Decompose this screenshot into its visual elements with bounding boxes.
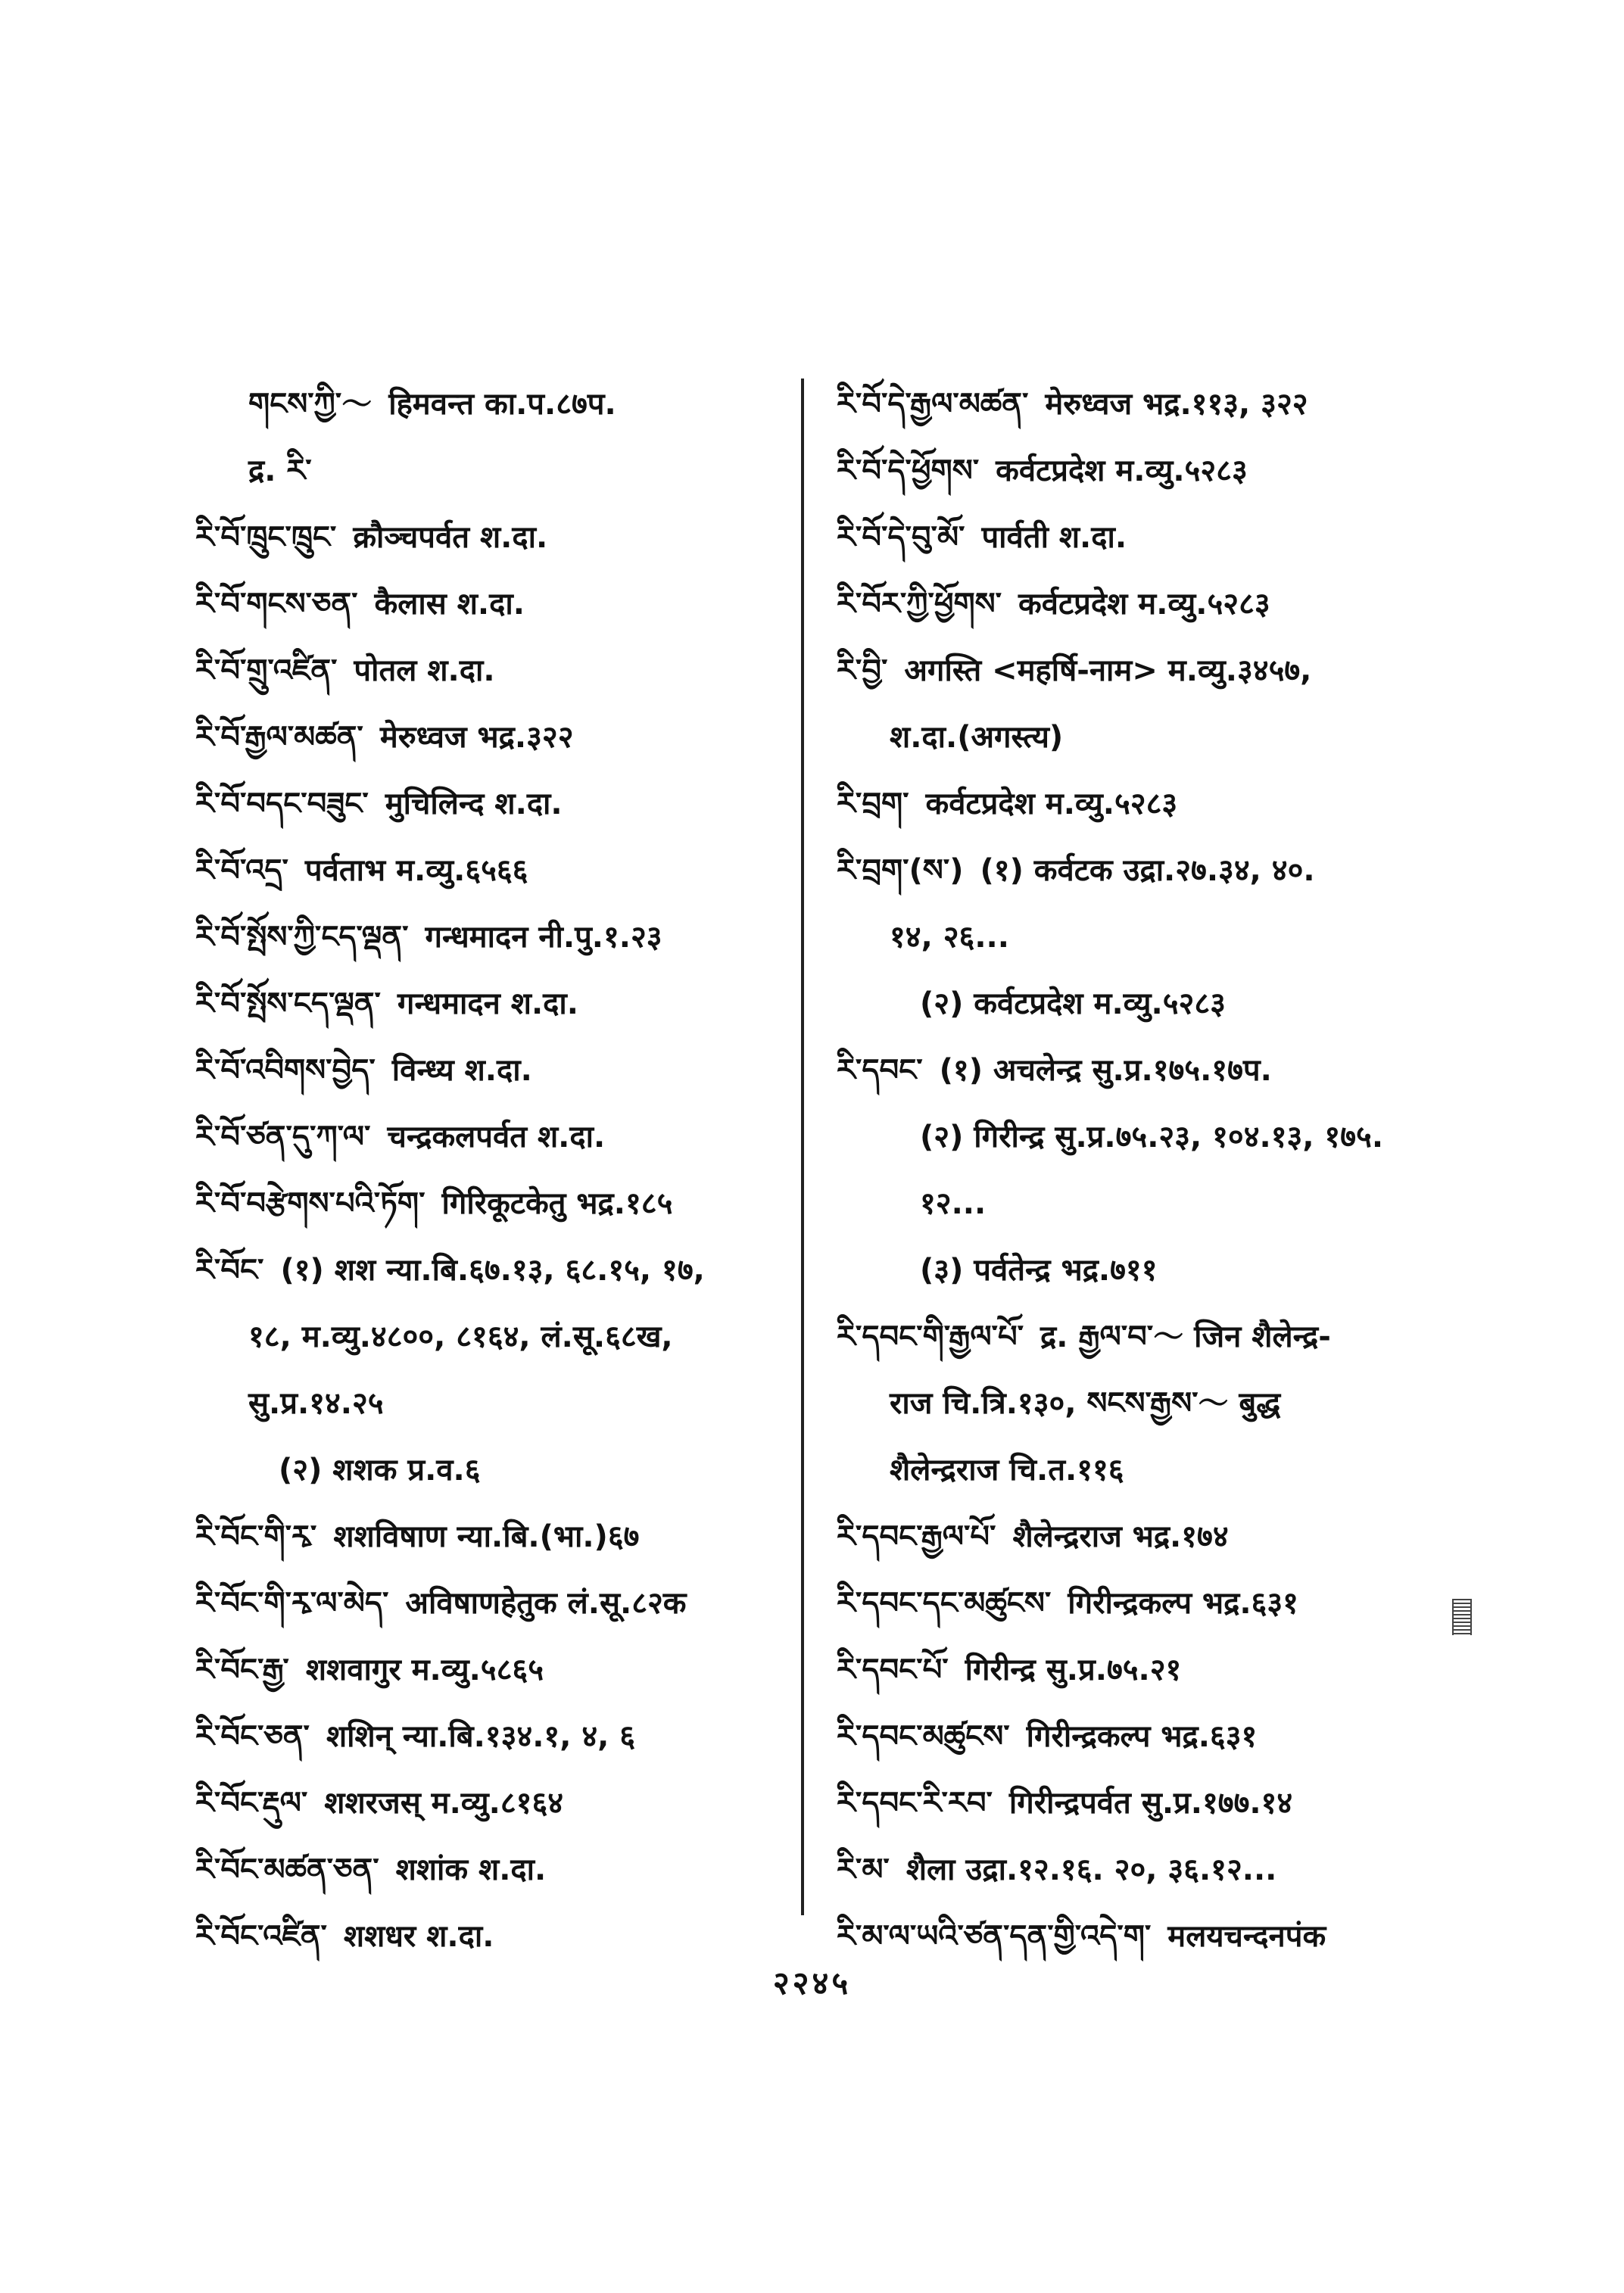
sanskrit-definition: क्रौञ्चपर्वत श.दा. <box>353 520 548 555</box>
dictionary-entry-line <box>195 1237 786 1304</box>
tibetan-headword: རི་དབང་རི་རབ་ <box>837 1786 993 1821</box>
sanskrit-definition: १४, २६... <box>890 920 1009 955</box>
sanskrit-definition: (१) अचलेन्द्र सु.प्र.१७५.१७प. <box>939 1053 1272 1088</box>
sanskrit-definition: शशरजस् म.व्यु.८१६४ <box>324 1786 564 1821</box>
dictionary-entry-line <box>195 1370 786 1437</box>
sanskrit-definition: राज चि.त्रि.१३०, སངས་རྒྱས་～ बुद्ध <box>890 1386 1281 1421</box>
dictionary-entry-line <box>837 771 1442 837</box>
dictionary-entry-line <box>837 1503 1442 1570</box>
tibetan-headword: རི་བོང་གི་རྭ་ <box>195 1519 317 1554</box>
dictionary-entry-line <box>195 704 786 771</box>
tibetan-headword: རི་བོང་ཅན་ <box>195 1719 310 1754</box>
sanskrit-definition: (२) गिरीन्द्र सु.प्र.७५.२३, १०४.१३, १७५. <box>920 1120 1384 1154</box>
dictionary-entry-line <box>195 1770 786 1837</box>
sanskrit-definition: (१) शश न्या.बि.६७.१३, ६८.१५, १७, <box>280 1253 705 1288</box>
sanskrit-definition: चन्द्रकलपर्वत श.दा. <box>387 1120 606 1154</box>
sanskrit-definition: (२) शशक प्र.व.६ <box>279 1453 481 1488</box>
tibetan-headword: རི་བོ་ཙན་དུ་ཀ་ལ་ <box>195 1120 371 1154</box>
sanskrit-definition: गिरिकूटकेतु भद्र.१८५ <box>441 1186 673 1221</box>
sanskrit-definition: (१) कर्वटक उद्रा.२७.३४, ४०. <box>980 853 1315 888</box>
tibetan-headword: རི་བོང་གི་རྭ་ལ་མེད་ <box>195 1586 389 1621</box>
sanskrit-definition: शशांक श.दा. <box>395 1852 547 1887</box>
dictionary-entry-line <box>195 504 786 571</box>
tibetan-headword: རི་དབང་པོ་ <box>837 1653 949 1687</box>
sanskrit-definition: पर्वताभ म.व्यु.६५६६ <box>304 853 528 888</box>
sanskrit-definition: गन्धमादन नी.पु.१.२३ <box>425 920 662 955</box>
sanskrit-definition: हिमवन्त का.प.८७प. <box>388 387 616 422</box>
sanskrit-definition: श.दा.(अगस्त्य) <box>890 720 1064 755</box>
sanskrit-definition: गिरीन्द्र सु.प्र.७५.२१ <box>965 1653 1182 1687</box>
dictionary-entry-line <box>195 1903 786 1970</box>
dictionary-entry-line <box>837 1637 1442 1703</box>
tibetan-headword: རི་བོང་རྒྱ་ <box>195 1653 289 1687</box>
dictionary-entry-line <box>837 1104 1442 1170</box>
tibetan-headword: རི་དབང་ <box>837 1053 923 1088</box>
tibetan-headword: རི་བོ་རྒྱལ་མཚན་ <box>195 720 363 755</box>
dictionary-entry-line <box>837 637 1442 704</box>
dictionary-entry-line <box>837 1903 1442 1970</box>
sanskrit-definition: अगस्ति <महर्षि-नाम> म.व्यु.३४५७, <box>904 653 1312 688</box>
dictionary-entry-line <box>837 1570 1442 1637</box>
tibetan-headword: གངས་ཀྱི་～ <box>248 387 372 422</box>
tibetan-headword: རི་བོང་རྡུལ་ <box>195 1786 308 1821</box>
sanskrit-definition: शशवागुर म.व्यु.५८६५ <box>305 1653 544 1687</box>
tibetan-headword: རི་བོ་གྲུ་འཛིན་ <box>195 653 338 688</box>
tibetan-headword: རི་བོ་བདང་བཟུང་ <box>195 787 369 821</box>
tibetan-headword: རི་བོ་འབིགས་བྱེད་ <box>195 1053 376 1088</box>
column-divider <box>801 379 804 1915</box>
dictionary-entry-line <box>195 837 786 904</box>
dictionary-entry-line <box>195 1170 786 1237</box>
sanskrit-definition: पोतल श.दा. <box>354 653 495 688</box>
tibetan-headword: རི་དབང་མཚུངས་ <box>837 1719 1010 1754</box>
dictionary-entry-line <box>837 1304 1442 1370</box>
dictionary-entry-line <box>837 704 1442 771</box>
sanskrit-definition: द्र. རི་ <box>248 453 312 488</box>
dictionary-entry-line <box>195 571 786 637</box>
dictionary-entry-line <box>837 1837 1442 1903</box>
dictionary-entry-line <box>837 1037 1442 1104</box>
scan-artifact-mark <box>1452 1599 1472 1635</box>
sanskrit-definition: विन्ध्य श.दा. <box>391 1053 532 1088</box>
dictionary-entry-line <box>837 1237 1442 1304</box>
dictionary-entry-line <box>195 1837 786 1903</box>
dictionary-entry-line <box>837 1370 1442 1437</box>
tibetan-headword: རི་དབང་རྒྱལ་པོ་ <box>837 1519 996 1554</box>
sanskrit-definition: सु.प्र.१४.२५ <box>248 1386 384 1421</box>
tibetan-headword: རི་དབང་གི་རྒྱལ་པོ་ <box>837 1319 1024 1354</box>
sanskrit-definition: मेरुध्वज भद्र.३२२ <box>379 720 574 755</box>
sanskrit-definition: मेरुध्वज भद्र.११३, ३२२ <box>1045 387 1308 422</box>
dictionary-entry-line <box>837 571 1442 637</box>
tibetan-headword: རི་བོ་དེ་རྒྱལ་མཚན་ <box>837 387 1029 422</box>
sanskrit-definition: मुचिलिन्द श.दा. <box>385 787 563 821</box>
dictionary-entry-line <box>195 1503 786 1570</box>
sanskrit-definition: शैला उद्रा.१२.१६. २०, ३६.१२... <box>906 1852 1277 1887</box>
left-column <box>195 371 786 1970</box>
sanskrit-definition: कर्वटप्रदेश म.व्यु.५२८३ <box>1018 587 1270 622</box>
right-column <box>837 371 1442 1970</box>
sanskrit-definition: मलयचन्दनपंक <box>1167 1919 1326 1954</box>
dictionary-entry-line <box>195 1037 786 1104</box>
dictionary-entry-line <box>837 1437 1442 1503</box>
dictionary-entry-line <box>195 970 786 1037</box>
tibetan-headword: རི་བོང་མཚན་ཅན་ <box>195 1852 379 1887</box>
tibetan-headword: རི་དབང་དང་མཚུངས་ <box>837 1586 1052 1621</box>
dictionary-entry-line <box>195 1304 786 1370</box>
dictionary-entry-line <box>837 970 1442 1037</box>
tibetan-headword: རི་བོང་ <box>195 1253 264 1288</box>
sanskrit-definition: कर्वटप्रदेश म.व्यु.५२८३ <box>996 453 1248 488</box>
tibetan-headword: རི་བོ་སྤོས་ཀྱི་ངད་ལྡན་ <box>195 920 409 955</box>
sanskrit-definition: गिरीन्द्रपर्वत सु.प्र.१७७.१४ <box>1008 1786 1293 1821</box>
sanskrit-definition: १२... <box>920 1186 987 1221</box>
dictionary-entry-line <box>837 904 1442 970</box>
dictionary-entry-line <box>837 1170 1442 1237</box>
sanskrit-definition: शैलेन्द्रराज भद्र.१७४ <box>1012 1519 1229 1554</box>
tibetan-headword: རི་བོང་འཛིན་ <box>195 1919 327 1954</box>
dictionary-entry-line <box>195 1570 786 1637</box>
sanskrit-definition: शशधर श.दा. <box>343 1919 494 1954</box>
sanskrit-definition: गन्धमादन श.दा. <box>397 986 578 1021</box>
sanskrit-definition: गिरीन्द्रकल्प भद्र.६३१ <box>1026 1719 1258 1754</box>
sanskrit-definition: पार्वती श.दा. <box>981 520 1127 555</box>
dictionary-entry-line <box>195 371 786 438</box>
tibetan-headword: རི་བོ་ཁྲུང་ཁྲུང་ <box>195 520 337 555</box>
tibetan-headword: རི་བོ་དེ་ཕྱོགས་ <box>837 453 980 488</box>
dictionary-entry-line <box>837 1703 1442 1770</box>
sanskrit-definition: शशिन् न्या.बि.१३४.१, ४, ६ <box>326 1719 636 1754</box>
dictionary-entry-line <box>195 637 786 704</box>
dictionary-entry-line <box>837 438 1442 504</box>
page-number: २२४५ <box>772 1964 852 2002</box>
dictionary-entry-line <box>195 771 786 837</box>
dictionary-entry-line <box>195 1637 786 1703</box>
sanskrit-definition: द्र. རྒྱལ་བ་～ जिन शैलेन्द्र- <box>1040 1319 1331 1354</box>
dictionary-entry-line <box>195 438 786 504</box>
sanskrit-definition: (२) कर्वटप्रदेश म.व्यु.५२८३ <box>920 986 1226 1021</box>
sanskrit-definition: अविषाणहेतुक लं.सू.८२क <box>405 1586 687 1621</box>
tibetan-headword: རི་བོ་འདྲ་ <box>195 853 288 888</box>
dictionary-entry-line <box>195 904 786 970</box>
tibetan-headword: རི་བོ་བརྩེགས་པའི་ཏོག་ <box>195 1186 425 1221</box>
tibetan-headword: རི་བོ་སྤོས་ངད་ལྡན་ <box>195 986 381 1021</box>
tibetan-headword: རི་མ་ <box>837 1852 890 1887</box>
sanskrit-definition: कर्वटप्रदेश म.व्यु.५२८३ <box>925 787 1178 821</box>
tibetan-headword: རི་བོ་གངས་ཅན་ <box>195 587 358 622</box>
tibetan-headword: རི་བོར་ཀྱི་ཕྱོགས་ <box>837 587 1002 622</box>
sanskrit-definition: कैलास श.दा. <box>374 587 525 622</box>
sanskrit-definition: १८, म.व्यु.४८००, ८१६४, लं.सू.६८ख, <box>248 1319 673 1354</box>
tibetan-headword: རི་བྱི་ <box>837 653 888 688</box>
dictionary-entry-line <box>195 1703 786 1770</box>
dictionary-entry-line <box>837 1770 1442 1837</box>
sanskrit-definition: गिरीन्द्रकल्प भद्र.६३१ <box>1068 1586 1298 1621</box>
tibetan-headword: རི་བྲག་ <box>837 787 909 821</box>
dictionary-entry-line <box>195 1104 786 1170</box>
sanskrit-definition: शशविषाण न्या.बि.(भा.)६७ <box>333 1519 640 1554</box>
sanskrit-definition: शैलेन्द्रराज चि.त.११६ <box>890 1453 1124 1488</box>
tibetan-headword: རི་བོ་དེ་བུ་མོ་ <box>837 520 965 555</box>
dictionary-entry-line <box>837 371 1442 438</box>
dictionary-entry-line <box>195 1437 786 1503</box>
tibetan-headword: རི་བྲག་(ས་) <box>837 853 964 888</box>
tibetan-headword: རི་མ་ལ་ཡའི་ཙན་དན་གྱི་འདེ་ག་ <box>837 1919 1152 1954</box>
dictionary-entry-line <box>837 837 1442 904</box>
dictionary-entry-line <box>837 504 1442 571</box>
sanskrit-definition: (३) पर्वतेन्द्र भद्र.७११ <box>920 1253 1158 1288</box>
